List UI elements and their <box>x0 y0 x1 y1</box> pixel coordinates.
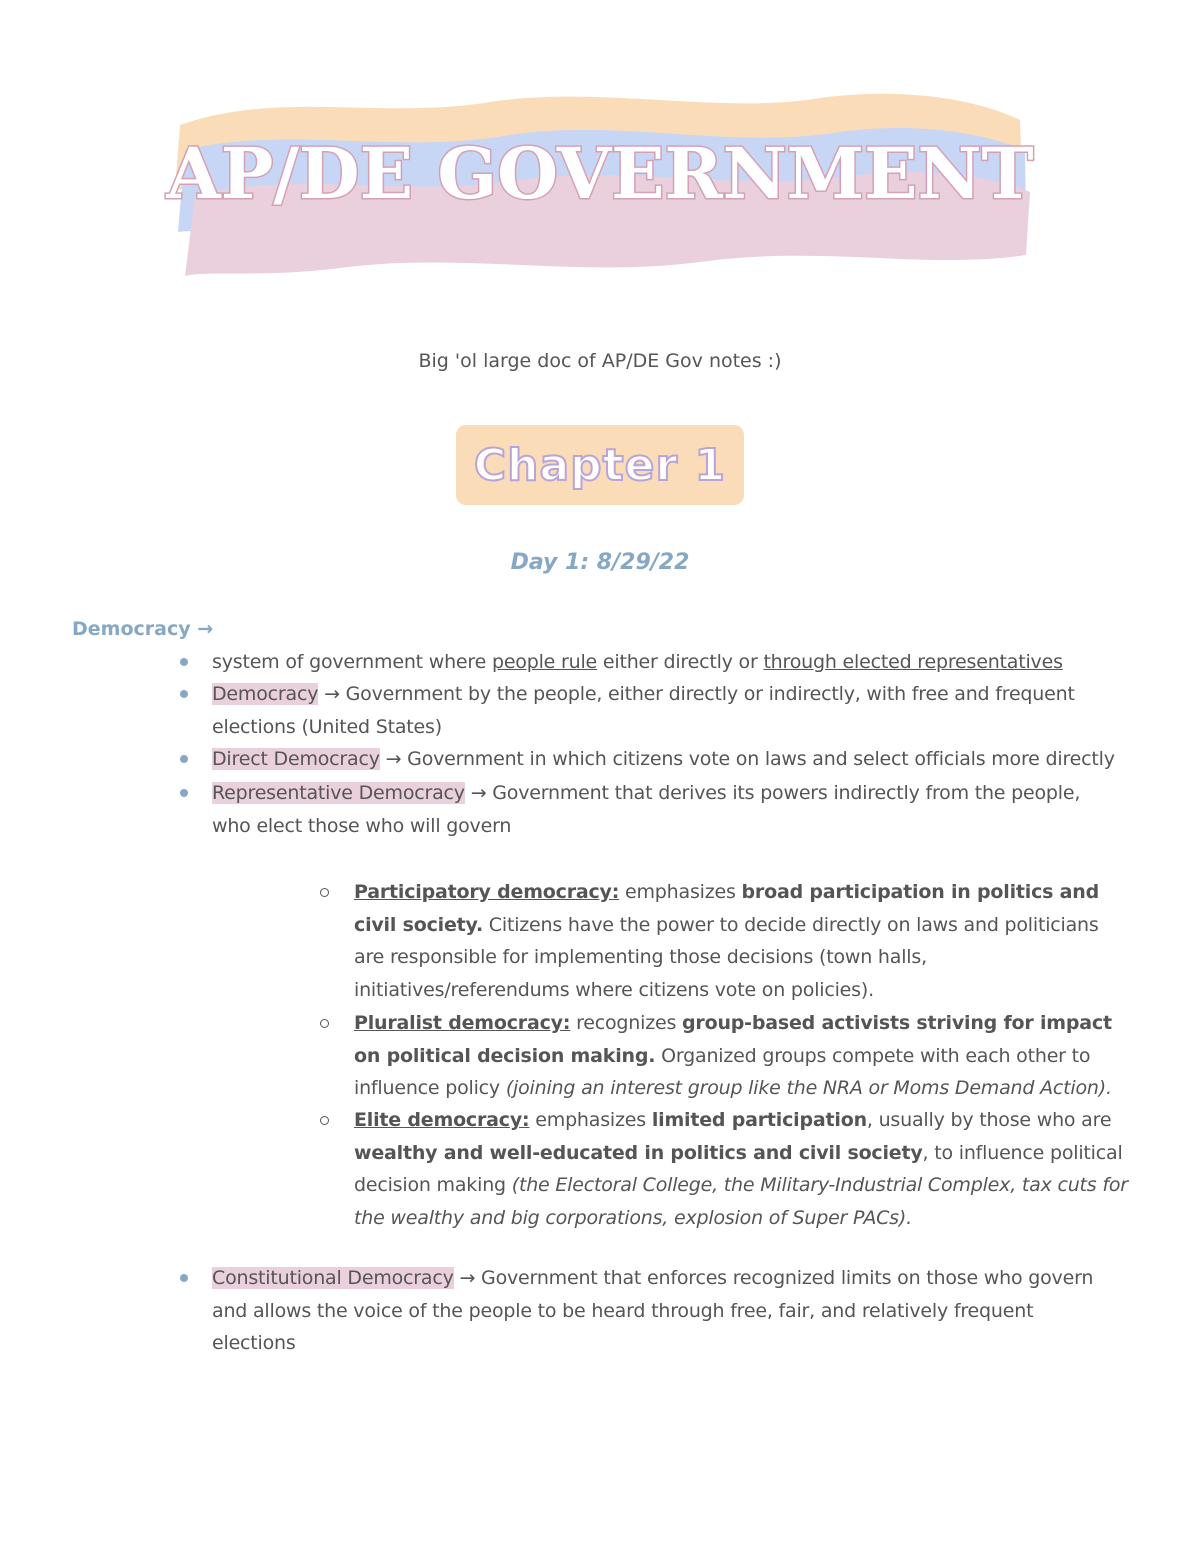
bullet-dot <box>180 690 188 698</box>
sub-list-item: Participatory democracy: emphasizes broad participation in politics and civil society. Citizens have the power to decide directly on laws and politicians are responsible for implementing those decisions (town halls, initiatives/referendums where citizens vote on policies). <box>354 876 1134 1006</box>
bullet-circle <box>320 1019 329 1028</box>
title-banner <box>160 80 1040 290</box>
day-heading: Day 1: 8/29/22 <box>510 550 690 575</box>
doc-subtitle: Big 'ol large doc of AP/DE Gov notes :) <box>418 350 782 372</box>
sub-list-item: Pluralist democracy: recognizes group-based activists striving for impact on political decision making. Organized groups compete with each other to influence policy (joining an interest group like the NRA or Moms Demand Action). <box>354 1007 1134 1105</box>
section-heading-democracy: Democracy → <box>72 618 214 640</box>
bullet-circle <box>320 888 329 897</box>
chapter-label: Chapter 1 <box>473 439 727 491</box>
bullet-dot <box>180 755 188 763</box>
term-highlight: Direct Democracy <box>212 748 380 770</box>
page-title: AP/DE GOVERNMENT <box>166 132 1034 215</box>
banner-brush-strokes <box>160 80 1040 290</box>
sub-list-item: Elite democracy: emphasizes limited participation, usually by those who are wealthy and well-educated in politics and civil society, to influence political decision making (the Electoral College, the Military-Industrial Complex, tax cuts for the wealthy and big corporations, explosion of Super PACs). <box>354 1104 1134 1234</box>
bullet-dot <box>180 658 188 666</box>
term-highlight: Constitutional Democracy <box>212 1267 454 1289</box>
chapter-heading <box>456 425 744 505</box>
list-item: Representative Democracy → Government that derives its powers indirectly from the people, who elect those who will govern <box>212 777 1122 842</box>
term-highlight: Representative Democracy <box>212 782 465 804</box>
list-item: Constitutional Democracy → Government that enforces recognized limits on those who govern and allows the voice of the people to be heard through free, fair, and relatively frequent elections <box>212 1262 1122 1360</box>
bullet-dot <box>180 789 188 797</box>
term-highlight: Democracy <box>212 683 319 705</box>
bullet-circle <box>320 1116 329 1125</box>
list-item: Direct Democracy → Government in which citizens vote on laws and select officials more directly <box>212 743 1122 776</box>
bullet-dot <box>180 1274 188 1282</box>
list-item: system of government where people rule either directly or through elected representatives <box>212 646 1122 679</box>
list-item: Democracy → Government by the people, either directly or indirectly, with free and frequent elections (United States) <box>212 678 1122 743</box>
